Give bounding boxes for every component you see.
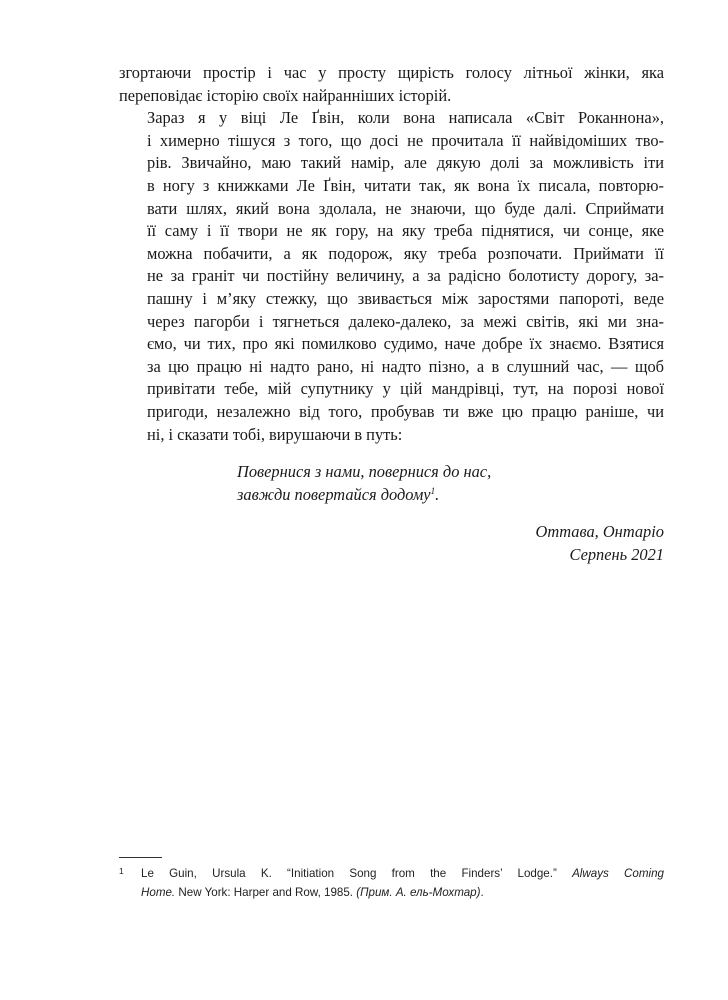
text-line: ні, і сказати тобі, вирушаючи в путь: [147, 424, 403, 444]
signature-date: Серпень 2021 [569, 544, 664, 564]
signature [119, 521, 664, 566]
footnote-text [141, 864, 664, 902]
text-line: можна побачити, а як подорож, яку треба розпочати. Приймати її [147, 243, 664, 263]
text-line: і химерно тішуся з того, що досі не прочитала її найвідоміших тво- [147, 130, 664, 150]
footnote [119, 864, 664, 902]
footnote-divider [119, 857, 162, 858]
page-body [119, 62, 664, 566]
signature-place: Оттава, Онтаріо [535, 522, 664, 542]
text-line: через пагорби і тягнеться далеко-далеко, за межі світів, які ми зна- [147, 311, 664, 331]
text-line: ємо, чи тих, про які помилково судимо, наче добре їх знаємо. Взятися [147, 334, 664, 354]
text-line: переповідає історію своїх найранніших історій. [119, 85, 452, 105]
text-line: рів. Звичайно, маю такий намір, але дякую долі за можливість іти [147, 153, 664, 173]
text-line: пашну і м’яку стежку, що звивається між заростями папороті, веде [147, 288, 664, 308]
footnote-reference[interactable]: 1 [430, 485, 436, 496]
text-line: пригоди, незалежно від того, пробував ти вже цю працю раніше, чи [147, 401, 664, 421]
epigraph [237, 461, 664, 506]
text-line: в ногу з книжками Ле Ґвін, читати так, як вона їх писала, повторю- [147, 175, 664, 195]
epigraph-line-1: Повернися з нами, повернися до нас, [237, 462, 492, 482]
text-line: не за граніт чи постійну величину, а за радісно болотисту дорогу, за- [147, 266, 664, 286]
epigraph-line-2: завжди повертайся додому$^1$. [237, 484, 440, 504]
footnote-line-1: Le Guin, Ursula K. “Initiation Song from the Finders’ Lodge.” Always Coming [141, 867, 664, 880]
text-line: Зараз я у віці Ле Ґвін, коли вона написала «Світ Роканнона», [147, 108, 664, 128]
paragraph-1 [119, 62, 664, 107]
text-line: її саму і її твори не як гору, на яку треба піднятися, чи сонце, яке [147, 221, 664, 241]
paragraph-2 [119, 107, 664, 446]
text-line: згортаючи простір і час у просту щирість голосу літньої жінки, яка [119, 63, 664, 82]
text-line: за цю працю ні надто рано, ні надто пізно, а в слушний час, — щоб [147, 356, 664, 376]
footnote-line-2: Home. New York: Harper and Row, 1985. (Прим. А. ель-Мохтар). [141, 886, 484, 899]
text-line: вати шлях, який вона здолала, не знаючи, що буде далі. Сприймати [147, 198, 664, 218]
footnote-number: 1 [119, 866, 124, 876]
text-line: привітати тебе, мій супутнику у цій мандрівці, тут, на порозі нової [147, 379, 664, 399]
